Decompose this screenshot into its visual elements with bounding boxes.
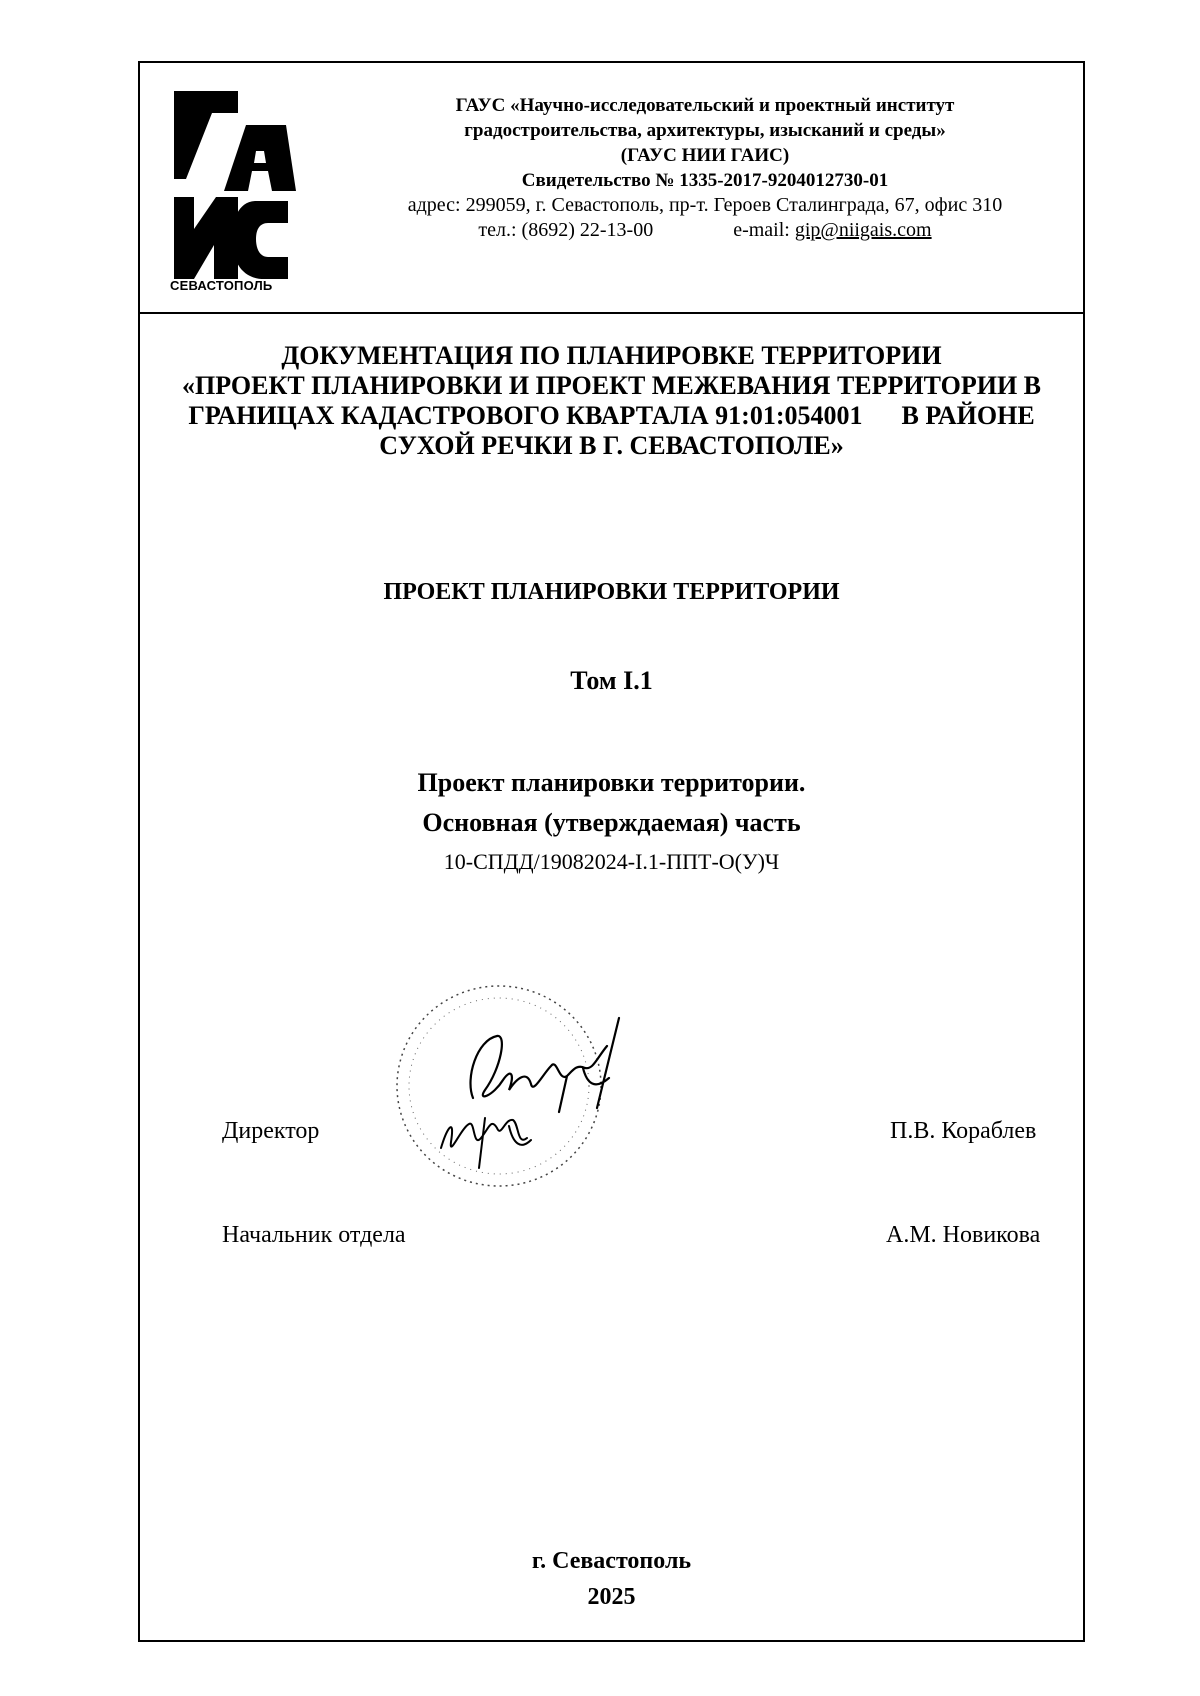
stamp-and-signatures — [381, 978, 651, 1203]
email-label: e-mail: — [733, 219, 790, 241]
city: г. Севастополь — [531, 1548, 692, 1574]
volume-number: Том I.1 — [570, 666, 653, 695]
organization-info — [340, 93, 1070, 243]
contacts-line — [340, 218, 1070, 243]
volume-title-line1: Проект планировки территории. — [417, 768, 806, 797]
org-address: адрес: 299059, г. Севастополь, пр-т. Героев Сталинграда, 67, офис 310 — [407, 194, 1003, 216]
volume-title-line2: Основная (утверждаемая) часть — [422, 808, 801, 837]
email-link[interactable]: gip@niigais.com — [794, 219, 932, 241]
org-short-name: (ГАУС НИИ ГАИС) — [620, 145, 790, 166]
volume-title — [140, 763, 1083, 843]
org-name-line2: градостроительства, архитектуры, изысканий и среды» — [464, 120, 946, 141]
certificate-number: Свидетельство № 1335-2017-9204012730-01 — [521, 170, 889, 191]
year: 2025 — [587, 1584, 636, 1610]
document-main-title — [140, 341, 1083, 461]
title-line: СУХОЙ РЕЧКИ В Г. СЕВАСТОПОЛЕ» — [379, 431, 844, 460]
title-line: ГРАНИЦАХ КАДАСТРОВОГО КВАРТАЛА 91:01:054001 В РАЙОНЕ — [188, 401, 1035, 430]
document-code: 10-СПДД/19082024-I.1-ППТ-О(У)Ч — [443, 849, 780, 874]
document-frame — [138, 61, 1085, 1642]
org-name-line1: ГАУС «Научно-исследовательский и проектный институт — [455, 95, 955, 116]
title-line: ДОКУМЕНТАЦИЯ ПО ПЛАНИРОВКЕ ТЕРРИТОРИИ — [281, 341, 942, 370]
phone-number: тел.: (8692) 22-13-00 — [478, 219, 654, 241]
place-and-year — [140, 1543, 1083, 1615]
title-line: «ПРОЕКТ ПЛАНИРОВКИ И ПРОЕКТ МЕЖЕВАНИЯ ТЕРРИТОРИИ В — [181, 371, 1042, 400]
signatory-name-head: А.М. Новикова — [886, 1222, 1041, 1248]
title-block-header — [140, 63, 1083, 314]
section-title: ПРОЕКТ ПЛАНИРОВКИ ТЕРРИТОРИИ — [383, 579, 840, 605]
signatory-role-head: Начальник отдела — [222, 1222, 406, 1248]
gais-logo — [168, 79, 308, 304]
logo-city-label: СЕВАСТОПОЛЬ — [170, 278, 273, 293]
head-signature — [441, 1118, 531, 1168]
director-signature — [470, 1018, 619, 1112]
signatory-name-director: П.В. Кораблев — [890, 1118, 1037, 1144]
signatory-role-director: Директор — [222, 1118, 320, 1144]
